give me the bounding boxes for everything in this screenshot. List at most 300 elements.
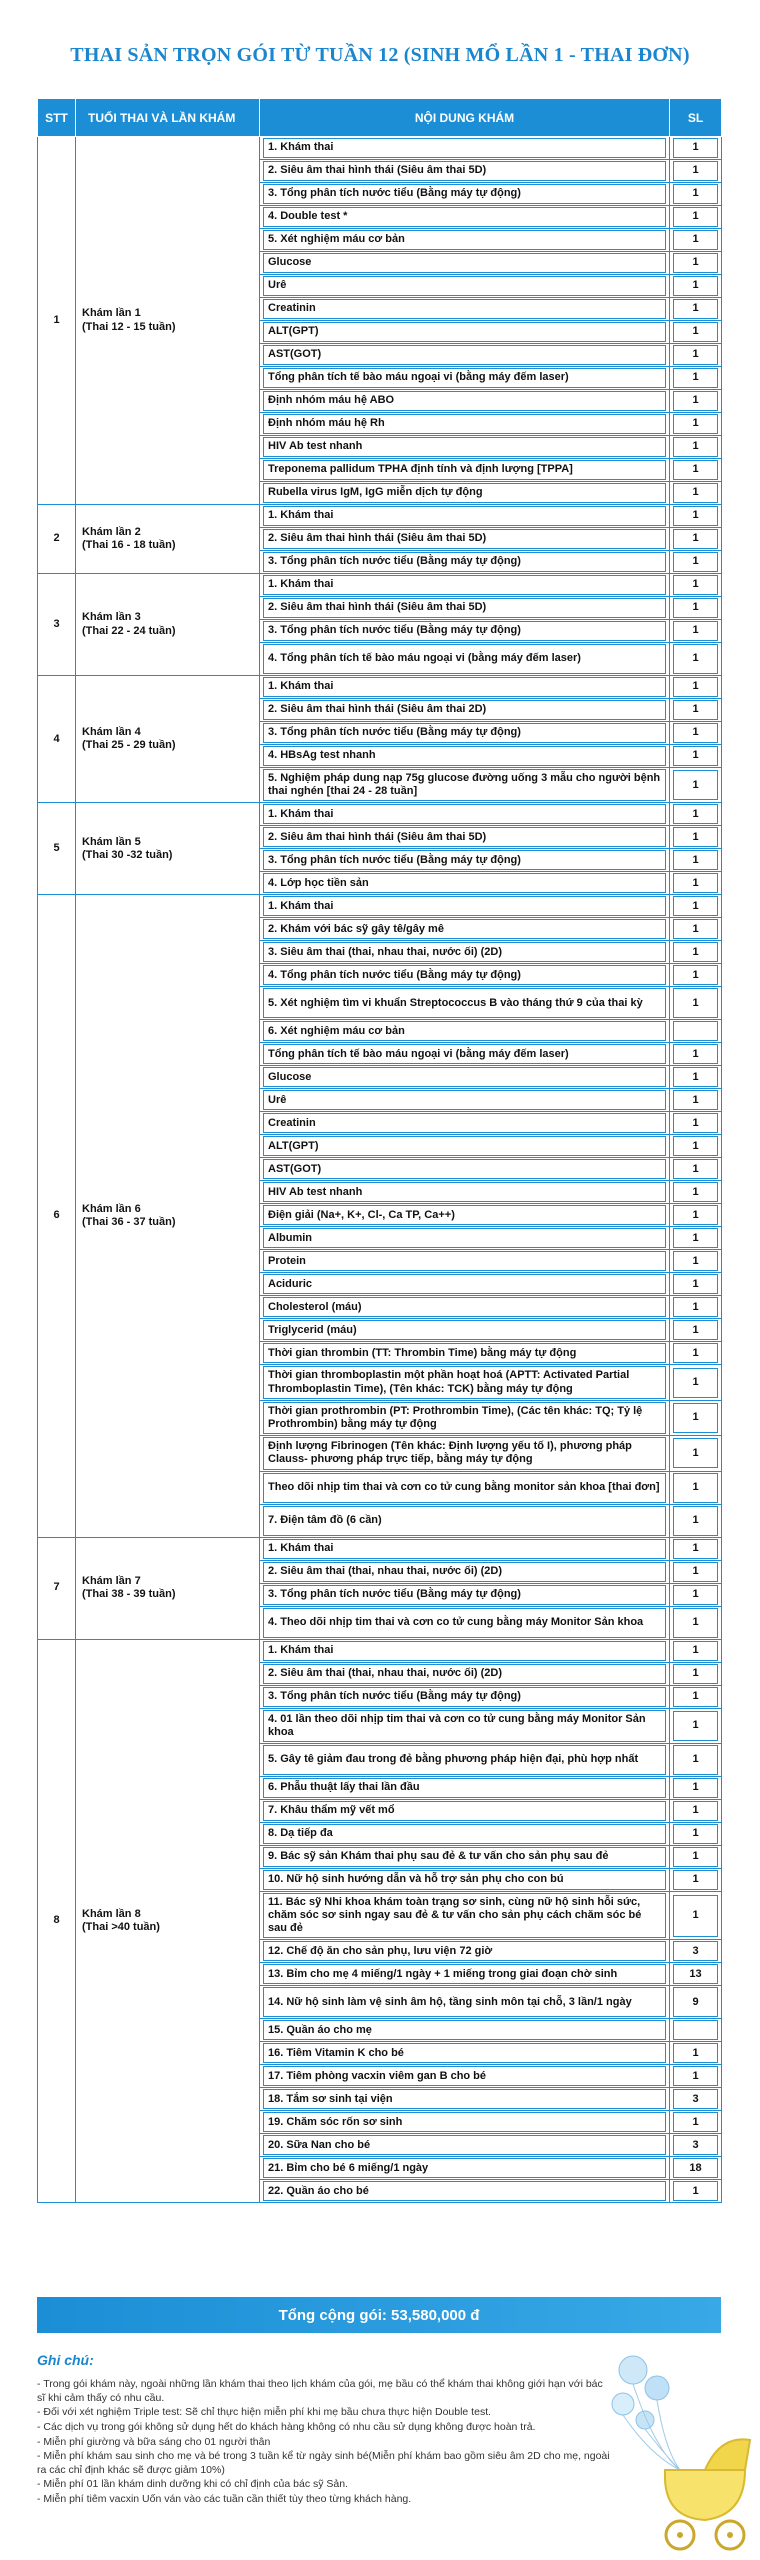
exam-item: Triglycerid (máu) — [263, 1320, 666, 1340]
exam-item-cell — [260, 1986, 670, 2019]
quantity-cell — [670, 803, 722, 826]
quantity: 1 — [673, 804, 718, 824]
quantity-cell — [670, 275, 722, 298]
quantity: 1 — [673, 1641, 718, 1661]
balloon-icon — [619, 2356, 647, 2384]
quantity: 1 — [673, 1664, 718, 1684]
exam-item-cell — [260, 1606, 670, 1639]
quantity: 1 — [673, 770, 718, 800]
exam-item-cell — [260, 676, 670, 699]
quantity: 1 — [673, 1159, 718, 1179]
quantity: 1 — [673, 506, 718, 526]
exam-item: 2. Siêu âm thai hình thái (Siêu âm thai 2D) — [263, 700, 666, 720]
quantity: 1 — [673, 1585, 718, 1605]
quantity: 1 — [673, 138, 718, 158]
quantity: 1 — [673, 1711, 718, 1741]
exam-item: Thời gian prothrombin (PT: Prothrombin Time), (Các tên khác: TQ; Tỷ lệ Prothrombin) bằng máy tự động — [263, 1402, 666, 1434]
baby-stroller-balloons-illustration — [595, 2340, 760, 2560]
quantity-cell — [670, 1020, 722, 1043]
quantity: 1 — [673, 746, 718, 766]
visit-number: 5 — [38, 803, 76, 895]
stroller-icon — [665, 2470, 745, 2520]
exam-item-cell — [260, 620, 670, 643]
quantity-cell — [670, 745, 722, 768]
exam-item: 13. Bỉm cho mẹ 4 miếng/1 ngày + 1 miếng trong giai đoạn chờ sinh — [263, 1964, 666, 1984]
exam-item-cell — [260, 1639, 670, 1662]
quantity: 1 — [673, 598, 718, 618]
exam-item: Treponema pallidum TPHA định tính và định lượng [TPPA] — [263, 460, 666, 480]
header-stt: STT — [38, 99, 76, 137]
quantity: 1 — [673, 552, 718, 572]
exam-item: 20. Sữa Nan cho bé — [263, 2135, 666, 2155]
exam-item-cell — [260, 1319, 670, 1342]
quantity-cell — [670, 2134, 722, 2157]
exam-item: Định lượng Fibrinogen (Tên khác: Định lượng yếu tố I), phương pháp Clauss- phương pháp trực tiếp, bằng máy tự động — [263, 1437, 666, 1469]
quantity: 1 — [673, 483, 718, 503]
visit-name: Khám lần 4 — [82, 726, 141, 738]
quantity: 1 — [673, 230, 718, 250]
exam-item: Protein — [263, 1251, 666, 1271]
header-sl: SL — [670, 99, 722, 137]
exam-item-cell — [260, 2065, 670, 2088]
quantity-cell — [670, 895, 722, 918]
exam-item: Urê — [263, 276, 666, 296]
quantity: 1 — [673, 299, 718, 319]
visit-weeks: (Thai >40 tuần) — [82, 1920, 160, 1933]
quantity: 1 — [673, 276, 718, 296]
visit-name: Khám lần 5 — [82, 835, 141, 848]
exam-item: 3. Tổng phân tích nước tiểu (Bằng máy tự động) — [263, 184, 666, 204]
exam-item: 8. Dạ tiếp đa — [263, 1824, 666, 1844]
quantity-cell — [670, 1066, 722, 1089]
quantity-cell — [670, 298, 722, 321]
visit-name: Khám lần 1 — [82, 307, 141, 320]
exam-item-cell — [260, 918, 670, 941]
visit-name: Khám lần 7 — [82, 1574, 141, 1587]
visit-weeks: (Thai 12 - 15 tuần) — [82, 320, 176, 333]
quantity: 1 — [673, 1562, 718, 1582]
quantity: 1 — [673, 345, 718, 365]
notes-list — [37, 2378, 612, 2508]
quantity: 1 — [673, 1182, 718, 1202]
exam-item: Glucose — [263, 1067, 666, 1087]
exam-item: 9. Bác sỹ sản Khám thai phụ sau đẻ & tư vấn cho sản phụ sau đẻ — [263, 1847, 666, 1867]
exam-item-cell — [260, 699, 670, 722]
header-content: NỘI DUNG KHÁM — [260, 99, 670, 137]
balloon-icon — [612, 2393, 634, 2415]
quantity: 1 — [673, 1745, 718, 1775]
exam-item-cell — [260, 1891, 670, 1940]
exam-item: ALT(GPT) — [263, 1136, 666, 1156]
exam-item-cell — [260, 390, 670, 413]
exam-item: AST(GOT) — [263, 1159, 666, 1179]
exam-item: HIV Ab test nhanh — [263, 1182, 666, 1202]
exam-item: AST(GOT) — [263, 345, 666, 365]
quantity: 13 — [673, 1964, 718, 1984]
quantity-cell — [670, 1273, 722, 1296]
quantity: 1 — [673, 1368, 718, 1398]
visit-label — [76, 137, 260, 505]
quantity-cell — [670, 1583, 722, 1606]
quantity-cell — [670, 413, 722, 436]
quantity-cell — [670, 676, 722, 699]
quantity-cell — [670, 137, 722, 160]
exam-item-cell — [260, 1089, 670, 1112]
exam-item-cell — [260, 298, 670, 321]
visit-label — [76, 1639, 260, 2203]
exam-item-cell — [260, 987, 670, 1020]
quantity: 3 — [673, 2089, 718, 2109]
quantity: 1 — [673, 1343, 718, 1363]
quantity: 1 — [673, 1824, 718, 1844]
exam-item: 4. HBsAg test nhanh — [263, 746, 666, 766]
exam-item-cell — [260, 1436, 670, 1471]
exam-item: 5. Nghiệm pháp dung nạp 75g glucose đường uống 3 mẫu cho người bệnh thai nghén [thai 24 - 28 tuần] — [263, 769, 666, 801]
exam-item: 19. Chăm sóc rốn sơ sinh — [263, 2112, 666, 2132]
exam-item: 1. Khám thai — [263, 1539, 666, 1559]
exam-item-cell — [260, 2111, 670, 2134]
exam-item-cell — [260, 1043, 670, 1066]
quantity-cell — [670, 1043, 722, 1066]
quantity-cell — [670, 1365, 722, 1400]
exam-item: 2. Siêu âm thai hình thái (Siêu âm thai 5D) — [263, 161, 666, 181]
quantity: 1 — [673, 575, 718, 595]
exam-item-cell — [260, 1020, 670, 1043]
quantity: 1 — [673, 1090, 718, 1110]
quantity-cell — [670, 1799, 722, 1822]
quantity: 1 — [673, 2112, 718, 2132]
visit-weeks: (Thai 25 - 29 tuần) — [82, 739, 176, 752]
exam-item: 2. Siêu âm thai (thai, nhau thai, nước ối) (2D) — [263, 1562, 666, 1582]
exam-item: 15. Quần áo cho mẹ — [263, 2020, 666, 2040]
exam-item: 18. Tắm sơ sinh tại viện — [263, 2089, 666, 2109]
exam-item-cell — [260, 1204, 670, 1227]
quantity: 1 — [673, 391, 718, 411]
exam-item-cell — [260, 2180, 670, 2203]
exam-item-cell — [260, 1227, 670, 1250]
exam-item: 22. Quần áo cho bé — [263, 2181, 666, 2201]
quantity: 1 — [673, 919, 718, 939]
quantity: 1 — [673, 942, 718, 962]
quantity-cell — [670, 1662, 722, 1685]
exam-item-cell — [260, 1112, 670, 1135]
quantity-cell — [670, 768, 722, 803]
quantity: 1 — [673, 437, 718, 457]
exam-item-cell — [260, 1822, 670, 1845]
note-item: - Miễn phí 01 lần khám dinh dưỡng khi có chỉ định của bác sỹ Sản. — [37, 2478, 349, 2491]
quantity-cell — [670, 344, 722, 367]
exam-item: 7. Khâu thẩm mỹ vết mổ — [263, 1801, 666, 1821]
note-item: - Miễn phí giường và bữa sáng cho 01 người thân — [37, 2435, 271, 2448]
quantity-cell — [670, 528, 722, 551]
exam-item-cell — [260, 803, 670, 826]
quantity: 1 — [673, 621, 718, 641]
quantity: 1 — [673, 644, 718, 674]
quantity: 1 — [673, 1895, 718, 1937]
quantity-cell — [670, 183, 722, 206]
exam-item-cell — [260, 2088, 670, 2111]
quantity: 1 — [673, 1320, 718, 1340]
visit-weeks: (Thai 30 -32 tuần) — [82, 848, 173, 861]
exam-item: Cholesterol (máu) — [263, 1297, 666, 1317]
exam-item-cell — [260, 206, 670, 229]
exam-item: 1. Khám thai — [263, 506, 666, 526]
exam-item-cell — [260, 1471, 670, 1504]
table-row — [38, 1639, 722, 1662]
exam-item: 1. Khám thai — [263, 1641, 666, 1661]
exam-item-cell — [260, 1135, 670, 1158]
quantity: 1 — [673, 161, 718, 181]
exam-item-cell — [260, 1708, 670, 1743]
quantity: 1 — [673, 700, 718, 720]
exam-item: 14. Nữ hộ sinh làm vệ sinh âm hộ, tầng sinh môn tại chỗ, 3 lần/1 ngày — [263, 1987, 666, 2017]
exam-item: ALT(GPT) — [263, 322, 666, 342]
quantity: 1 — [673, 1136, 718, 1156]
note-item: - Các dịch vụ trong gói không sử dụng hết do khách hàng không có nhu cầu sử dụng không được hoàn trả. — [37, 2420, 536, 2433]
quantity-cell — [670, 941, 722, 964]
visit-weeks: (Thai 36 - 37 tuần) — [82, 1215, 176, 1228]
quantity — [673, 2020, 718, 2040]
exam-item: 17. Tiêm phòng vacxin viêm gan B cho bé — [263, 2066, 666, 2086]
total-price: Tổng cộng gói: 53,580,000 đ — [37, 2297, 721, 2333]
exam-item-cell — [260, 1940, 670, 1963]
quantity: 1 — [673, 677, 718, 697]
exam-item: Thời gian thrombin (TT: Thrombin Time) bằng máy tự động — [263, 1343, 666, 1363]
quantity-cell — [670, 1181, 722, 1204]
visit-label — [76, 505, 260, 574]
quantity-cell — [670, 1319, 722, 1342]
quantity-cell — [670, 160, 722, 183]
quantity: 1 — [673, 965, 718, 985]
quantity-cell — [670, 1940, 722, 1963]
exam-item-cell — [260, 895, 670, 918]
exam-item-cell — [260, 849, 670, 872]
visit-weeks: (Thai 22 - 24 tuần) — [82, 624, 176, 637]
exam-item: 3. Tổng phân tích nước tiểu (Bằng máy tự động) — [263, 850, 666, 870]
exam-item: Tổng phân tích tế bào máu ngoại vi (bằng máy đếm laser) — [263, 368, 666, 388]
quantity-cell — [670, 321, 722, 344]
quantity-cell — [670, 2019, 722, 2042]
quantity-cell — [670, 252, 722, 275]
exam-item-cell — [260, 745, 670, 768]
exam-item-cell — [260, 2157, 670, 2180]
quantity-cell — [670, 1845, 722, 1868]
quantity: 1 — [673, 1847, 718, 1867]
quantity: 1 — [673, 529, 718, 549]
exam-item-cell — [260, 768, 670, 803]
quantity-cell — [670, 1685, 722, 1708]
quantity: 1 — [673, 1506, 718, 1536]
exam-item: 1. Khám thai — [263, 138, 666, 158]
quantity: 1 — [673, 988, 718, 1018]
exam-item-cell — [260, 160, 670, 183]
exam-item-cell — [260, 1776, 670, 1799]
exam-item-cell — [260, 551, 670, 574]
quantity-cell — [670, 1158, 722, 1181]
exam-item: 7. Điện tâm đồ (6 cần) — [263, 1506, 666, 1536]
exam-item-cell — [260, 2019, 670, 2042]
quantity: 1 — [673, 896, 718, 916]
exam-item-cell — [260, 344, 670, 367]
visit-name: Khám lần 8 — [82, 1907, 141, 1920]
exam-item: 3. Tổng phân tích nước tiểu (Bằng máy tự động) — [263, 1585, 666, 1605]
exam-item-cell — [260, 528, 670, 551]
exam-item: 6. Xét nghiệm máu cơ bản — [263, 1021, 666, 1041]
exam-item: 5. Xét nghiệm máu cơ bản — [263, 230, 666, 250]
quantity-cell — [670, 436, 722, 459]
quantity-cell — [670, 826, 722, 849]
quantity: 1 — [673, 1438, 718, 1468]
exam-item-cell — [260, 1560, 670, 1583]
quantity-cell — [670, 1537, 722, 1560]
quantity: 1 — [673, 2066, 718, 2086]
exam-item: 21. Bỉm cho bé 6 miếng/1 ngày — [263, 2158, 666, 2178]
quantity-cell — [670, 1963, 722, 1986]
exam-item-cell — [260, 964, 670, 987]
visit-number: 7 — [38, 1537, 76, 1639]
quantity-cell — [670, 643, 722, 676]
exam-item-cell — [260, 1504, 670, 1537]
exam-item-cell — [260, 436, 670, 459]
exam-item-cell — [260, 321, 670, 344]
exam-item-cell — [260, 1583, 670, 1606]
quantity-cell — [670, 367, 722, 390]
quantity-cell — [670, 2111, 722, 2134]
quantity: 1 — [673, 460, 718, 480]
exam-item-cell — [260, 1158, 670, 1181]
exam-item: 16. Tiêm Vitamin K cho bé — [263, 2043, 666, 2063]
quantity-cell — [670, 1250, 722, 1273]
balloon-icon — [636, 2411, 654, 2429]
quantity: 18 — [673, 2158, 718, 2178]
exam-item-cell — [260, 482, 670, 505]
quantity: 1 — [673, 1297, 718, 1317]
note-item: - Trong gói khám này, ngoài những lần khám thai theo lịch khám của gói, mẹ bầu có thể khám thai không giới hạn với bác sĩ khi cảm thấy có nhu cầu. — [37, 2378, 603, 2404]
exam-item-cell — [260, 1296, 670, 1319]
exam-item-cell — [260, 597, 670, 620]
exam-item: 5. Gây tê giảm đau trong đẻ bằng phương pháp hiện đại, phù hợp nhất — [263, 1745, 666, 1775]
quantity-cell — [670, 1743, 722, 1776]
quantity-cell — [670, 987, 722, 1020]
exam-item: 1. Khám thai — [263, 804, 666, 824]
visit-number: 6 — [38, 895, 76, 1537]
exam-item: Creatinin — [263, 299, 666, 319]
exam-item-cell — [260, 1537, 670, 1560]
exam-item: HIV Ab test nhanh — [263, 437, 666, 457]
quantity: 1 — [673, 2181, 718, 2201]
quantity-cell — [670, 1560, 722, 1583]
balloon-icon — [645, 2376, 669, 2400]
exam-item-cell — [260, 1662, 670, 1685]
exam-item-cell — [260, 1743, 670, 1776]
exam-item-cell — [260, 183, 670, 206]
exam-item-cell — [260, 1400, 670, 1435]
exam-item: Định nhóm máu hệ ABO — [263, 391, 666, 411]
visit-name: Khám lần 3 — [82, 611, 141, 624]
table-body — [38, 137, 722, 2203]
exam-item-cell — [260, 941, 670, 964]
table-row — [38, 505, 722, 528]
exam-item-cell — [260, 2042, 670, 2065]
exam-item-cell — [260, 505, 670, 528]
exam-item: 1. Khám thai — [263, 896, 666, 916]
quantity: 1 — [673, 207, 718, 227]
quantity-cell — [670, 1227, 722, 1250]
exam-item: 3. Tổng phân tích nước tiểu (Bằng máy tự động) — [263, 552, 666, 572]
exam-item-cell — [260, 1066, 670, 1089]
exam-item-cell — [260, 1963, 670, 1986]
quantity-cell — [670, 872, 722, 895]
quantity-cell — [670, 2042, 722, 2065]
exam-item: Điện giải (Na+, K+, Cl-, Ca TP, Ca++) — [263, 1205, 666, 1225]
visit-number: 3 — [38, 574, 76, 676]
quantity: 1 — [673, 723, 718, 743]
exam-item-cell — [260, 826, 670, 849]
quantity-cell — [670, 1342, 722, 1365]
quantity: 9 — [673, 1987, 718, 2017]
visit-number: 2 — [38, 505, 76, 574]
header-visit: TUỔI THAI VÀ LẦN KHÁM — [76, 99, 260, 137]
visit-name: Khám lần 2 — [82, 525, 141, 538]
quantity-cell — [670, 620, 722, 643]
quantity-cell — [670, 459, 722, 482]
quantity: 1 — [673, 827, 718, 847]
visit-weeks: (Thai 38 - 39 tuần) — [82, 1588, 176, 1600]
exam-item: Aciduric — [263, 1274, 666, 1294]
exam-item: 2. Siêu âm thai (thai, nhau thai, nước ối) (2D) — [263, 1664, 666, 1684]
table-row — [38, 676, 722, 699]
quantity: 1 — [673, 1403, 718, 1433]
exam-item-cell — [260, 252, 670, 275]
exam-item: 4. Double test * — [263, 207, 666, 227]
quantity — [673, 1021, 718, 1041]
quantity-cell — [670, 574, 722, 597]
quantity-cell — [670, 918, 722, 941]
table-row — [38, 1537, 722, 1560]
quantity: 1 — [673, 1539, 718, 1559]
exam-item-cell — [260, 1365, 670, 1400]
quantity: 3 — [673, 1941, 718, 1961]
quantity: 1 — [673, 1778, 718, 1798]
quantity-cell — [670, 964, 722, 987]
quantity: 1 — [673, 1608, 718, 1638]
quantity-cell — [670, 1708, 722, 1743]
exam-item-cell — [260, 459, 670, 482]
exam-item: 2. Siêu âm thai hình thái (Siêu âm thai 5D) — [263, 598, 666, 618]
visit-label — [76, 1537, 260, 1639]
exam-item: 12. Chế độ ăn cho sản phụ, lưu viện 72 giờ — [263, 1941, 666, 1961]
quantity-cell — [670, 722, 722, 745]
quantity-cell — [670, 1296, 722, 1319]
quantity: 1 — [673, 414, 718, 434]
exam-item-cell — [260, 1273, 670, 1296]
table-row — [38, 574, 722, 597]
visit-name: Khám lần 6 — [82, 1202, 141, 1215]
exam-item: 1. Khám thai — [263, 575, 666, 595]
exam-item: Thời gian thromboplastin một phần hoạt hoá (APTT: Activated Partial Thromboplastin Time), (Tên khác: TCK) bằng máy tự động — [263, 1366, 666, 1398]
exam-item-cell — [260, 229, 670, 252]
quantity-cell — [670, 1089, 722, 1112]
quantity-cell — [670, 482, 722, 505]
exam-item-cell — [260, 872, 670, 895]
exam-item: 6. Phẫu thuật lấy thai lần đầu — [263, 1778, 666, 1798]
quantity-cell — [670, 1504, 722, 1537]
visit-label — [76, 574, 260, 676]
exam-item: Creatinin — [263, 1113, 666, 1133]
exam-item: 4. Tổng phân tích nước tiểu (Bằng máy tự động) — [263, 965, 666, 985]
quantity-cell — [670, 1822, 722, 1845]
exam-item-cell — [260, 722, 670, 745]
